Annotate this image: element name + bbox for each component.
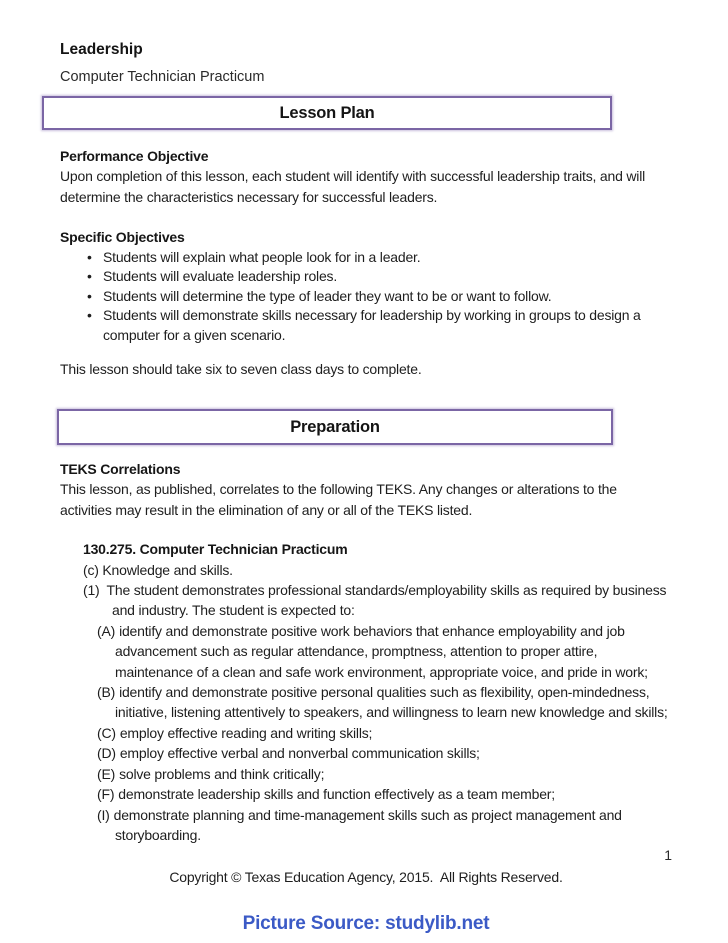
lesson-plan-box-title: Lesson Plan (279, 103, 375, 122)
performance-objective-body: Upon completion of this lesson, each student will identify with successful leadership traits, and will determine the characteristics necessary for successful leaders. (60, 168, 646, 205)
statute-sub-item (97, 805, 672, 846)
objective-bullet-item: • Students will demonstrate skills necessary for leadership by working in groups to design a computer for a given scenario. (85, 306, 672, 345)
statute-sub-item (97, 682, 672, 723)
statute-sub-item-text: identify and demonstrate positive personal qualities such as flexibility, open-mindedness, initiative, listening attentively to speakers, and willingness to learn new knowledge and skills; (115, 684, 668, 721)
performance-objective-heading: Performance Objective (60, 148, 209, 164)
statute-sub-item-label: (C) (97, 724, 116, 741)
teks-correlations-body: This lesson, as published, correlates to the following TEKS. Any changes or alterations to the activities may result in the elimination of any or all of the TEKS listed. (60, 481, 617, 518)
page-subtitle: Computer Technician Practicum (60, 69, 265, 85)
statute-sub-item-label: (D) (97, 745, 116, 762)
statute-item-1 (83, 580, 672, 621)
statute-sub-item-label: (A) (97, 622, 116, 639)
knowledge-and-skills-line: (c) Knowledge and skills. (83, 561, 233, 578)
statute-sub-item (97, 723, 672, 743)
statute-sub-item (97, 743, 672, 763)
statute-sub-item-text: solve problems and think critically; (119, 765, 325, 782)
picture-source-link[interactable]: Picture Source: studylib.net (242, 913, 490, 935)
objective-bullet-item: • Students will evaluate leadership roles. (85, 267, 672, 287)
statute-sub-item-text: demonstrate planning and time-management skills such as project management and storyboarding. (113, 806, 622, 843)
copyright-notice: Copyright © Texas Education Agency, 2015. All Rights Reserved. (169, 869, 563, 886)
statute-sub-item-label: (F) (97, 786, 115, 803)
statute-sub-item-label: (E) (97, 765, 116, 782)
teks-correlations-heading: TEKS Correlations (60, 461, 181, 477)
statute-sub-item-text: identify and demonstrate positive work behaviors that enhance employability and job advancement such as regular attendance, promptness, attention to proper attire, maintenance of a clean and safe work environment, appropriate voice, and pride in work; (115, 622, 648, 680)
statute-sub-item-label: (I) (97, 806, 110, 823)
statute-sub-item-text: demonstrate leadership skills and function effectively as a team member; (118, 786, 555, 803)
specific-objectives-heading: Specific Objectives (60, 229, 185, 246)
page-number: 1 (664, 847, 672, 864)
statute-sub-items (97, 621, 672, 845)
lesson-plan-section-box (42, 96, 612, 130)
statute-sub-item (97, 764, 672, 784)
statute-sub-item-label: (B) (97, 684, 116, 701)
preparation-box-title: Preparation (290, 417, 380, 436)
objective-bullet-item: • Students will explain what people look for in a leader. (85, 248, 672, 268)
duration-note: This lesson should take six to seven class days to complete. (60, 360, 422, 377)
statute-sub-item-text: employ effective verbal and nonverbal communication skills; (119, 745, 480, 762)
statute-item-1-label: (1) (83, 582, 100, 599)
objective-bullet-item: • Students will determine the type of leader they want to be or want to follow. (85, 287, 672, 307)
statute-sub-item-text: employ effective reading and writing skills; (119, 724, 373, 741)
page-title: Leadership (60, 41, 143, 58)
statute-sub-item (97, 784, 672, 804)
teks-statute-block (83, 539, 672, 845)
specific-objectives-list (85, 248, 672, 346)
statute-item-1-text: The student demonstrates professional standards/employability skills as required by business and industry. The student is expected to: (106, 582, 667, 619)
statute-heading: 130.275. Computer Technician Practicum (83, 541, 348, 558)
preparation-section-box (57, 409, 613, 445)
statute-sub-item (97, 621, 672, 682)
